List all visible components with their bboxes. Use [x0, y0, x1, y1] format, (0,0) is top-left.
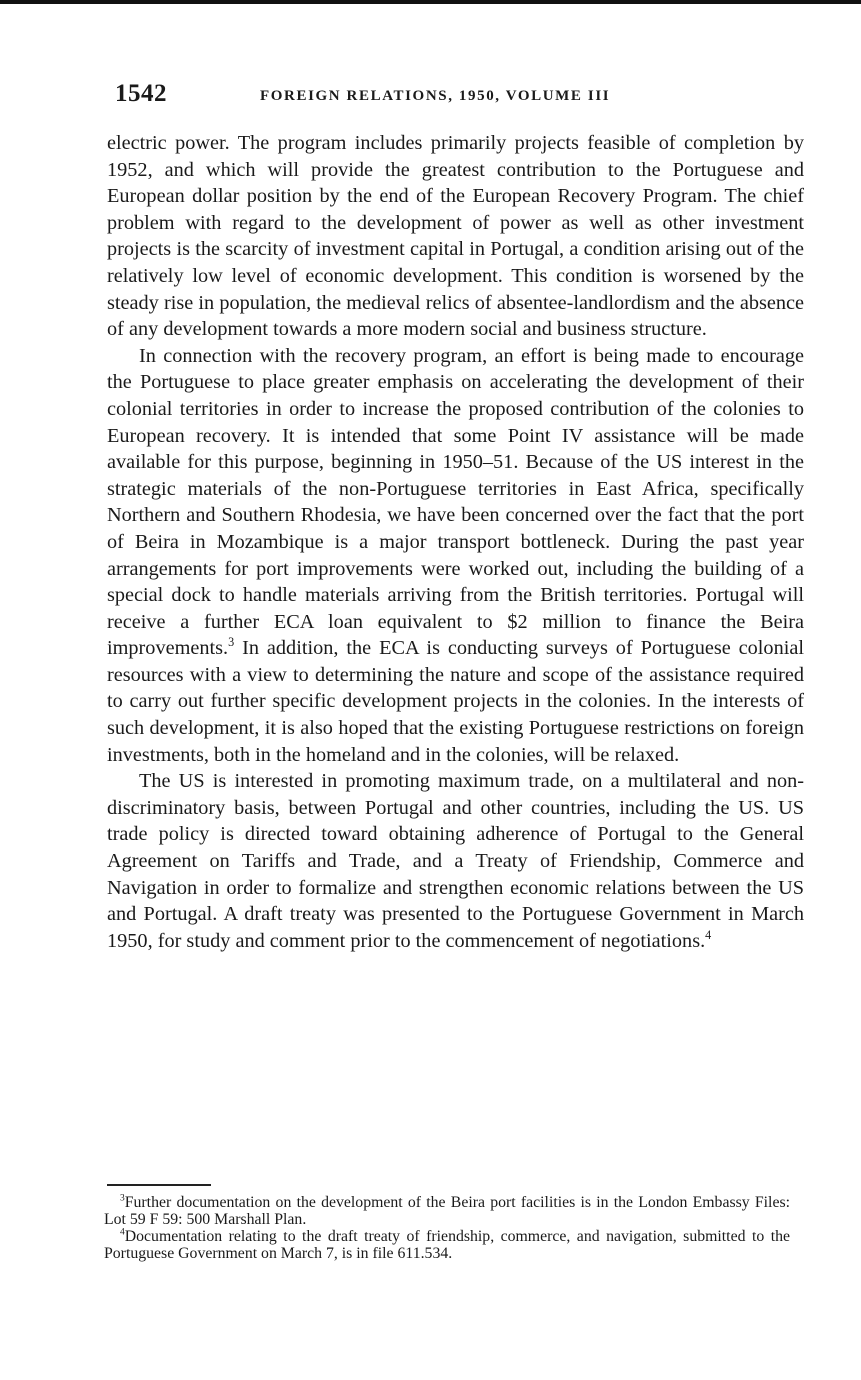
- top-edge-rule: [0, 0, 861, 4]
- footnote-marker-3: 3: [228, 635, 235, 650]
- page-header: [115, 80, 795, 114]
- paragraph-2: [107, 343, 804, 769]
- footnote-4-text: Documentation relating to the draft treaty of friendship, commerce, and navigation, submitted to the Portuguese Government on March 7, is in file 611.534.: [104, 1228, 790, 1262]
- footnote-divider: [107, 1184, 211, 1186]
- page-number: 1542: [115, 80, 167, 107]
- footnote-3-text: Further documentation on the development of the Beira port facilities is in the London Embassy Files: Lot 59 F 59: 500 Marshall Plan.: [104, 1194, 790, 1228]
- body-text: [107, 130, 804, 954]
- footnote-3-marker: 3: [120, 1193, 125, 1204]
- running-head: FOREIGN RELATIONS, 1950, VOLUME III: [260, 88, 611, 104]
- footnotes: [104, 1194, 790, 1262]
- footnote-marker-4: 4: [705, 928, 712, 943]
- footnote-3: [104, 1194, 790, 1228]
- paragraph-3-text: The US is interested in promoting maximum trade, on a multilateral and non-discriminatory basis, between Portugal and other countries, including the US. US trade policy is directed toward obtaining adherence of Portugal to the General Agreement on Tariffs and Trade, and a Treaty of Friendship, Commerce and Navigation in order to formalize and strengthen economic relations between the US and Portugal. A draft treaty was presented to the Portuguese Government in March 1950, for study and comment prior to the commencement of negotiations.: [107, 770, 804, 952]
- paragraph-2-text-continued: In addition, the ECA is conducting surveys of Portuguese colonial resources with a view to determining the nature and scope of the assistance required to carry out further specific development projects in the colonies. In the interests of such development, it is also hoped that the existing Portuguese restrictions on foreign investments, both in the homeland and in the colonies, will be relaxed.: [107, 637, 804, 766]
- paragraph-2-text: In connection with the recovery program, an effort is being made to encourage the Portuguese to place greater emphasis on accelerating the development of their colonial territories in order to increase the proposed contribution of the colonies to European recovery. It is intended that some Point IV assistance will be made available for this purpose, beginning in 1950–51. Because of the US interest in the strategic materials of the non-Portuguese territories in East Africa, specifically Northern and Southern Rhodesia, we have been concerned over the fact that the port of Beira in Mozambique is a major transport bottleneck. During the past year arrangements for port improvements were worked out, including the building of a special dock to handle materials arriving from the British territories. Portugal will receive a further ECA loan equivalent to $2 million to finance the Beira improvements.: [107, 344, 804, 660]
- footnote-4-marker: 4: [120, 1227, 125, 1238]
- paragraph-1: electric power. The program includes primarily projects feasible of completion by 1952, and which will provide the greatest contribution to the Portuguese and European dollar position by the end of the European Recovery Program. The chief problem with regard to the development of power as well as other investment projects is the scarcity of investment capital in Portugal, a condition arising out of the relatively low level of economic development. This condition is worsened by the steady rise in population, the medieval relics of absentee-landlordism and the absence of any development towards a more modern social and business structure.: [107, 132, 804, 341]
- footnote-4: [104, 1228, 790, 1262]
- paragraph-3: [107, 768, 804, 954]
